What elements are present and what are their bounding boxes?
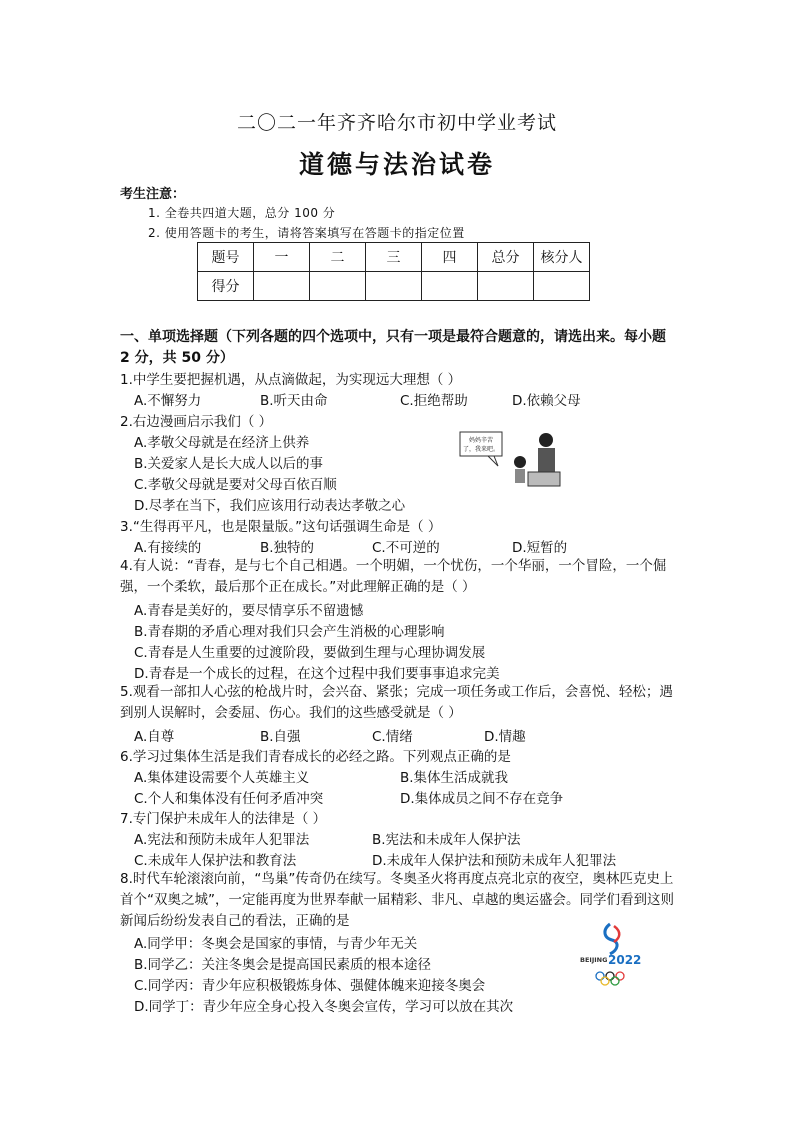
option: C.拒绝帮助 bbox=[400, 393, 468, 409]
option: D.尽孝在当下，我们应该用行动表达孝敬之心 bbox=[134, 498, 406, 514]
option: A.集体建设需要个人英雄主义 bbox=[134, 770, 310, 786]
score-cell: 得分 bbox=[198, 272, 254, 301]
child-body-icon bbox=[515, 469, 525, 483]
score-cell: 题号 bbox=[198, 243, 254, 272]
option: D.集体成员之间不存在竞争 bbox=[400, 791, 564, 807]
notice-heading: 考生注意： bbox=[120, 187, 186, 202]
score-blank-cell bbox=[478, 272, 534, 301]
option: C.同学丙：青少年应积极锻炼身体、强健体魄来迎接冬奥会 bbox=[134, 978, 486, 994]
cartoon-illustration bbox=[458, 426, 568, 496]
option: B.听天由命 bbox=[260, 393, 328, 409]
option: B.集体生活成就我 bbox=[400, 770, 509, 786]
option: B.关爱家人是长大成人以后的事 bbox=[134, 456, 324, 472]
child-head-icon bbox=[514, 456, 526, 468]
logo-text-beijing: BEIJING bbox=[580, 956, 608, 964]
option: A.不懈努力 bbox=[134, 393, 202, 409]
question-stem: 4.有人说：“青春，是与七个自己相遇。一个明媚，一个忧伤，一个华丽，一个冒险，一个倔强，一个柔软，最后那个正在成长。”对此理解正确的是（ ） bbox=[120, 558, 667, 595]
score-cell: 三 bbox=[366, 243, 422, 272]
option: C.不可逆的 bbox=[372, 540, 440, 556]
question-stem: 2.右边漫画启示我们（ ） bbox=[120, 414, 273, 430]
exam-title-line2: 道德与法治试卷 bbox=[298, 150, 495, 179]
basin-icon bbox=[528, 472, 560, 486]
option: C.未成年人保护法和教育法 bbox=[134, 853, 297, 869]
score-blank-cell bbox=[254, 272, 310, 301]
logo-text-year: 2022 bbox=[608, 953, 642, 967]
score-blank-cell bbox=[534, 272, 590, 301]
score-table bbox=[197, 242, 590, 301]
score-cell: 一 bbox=[254, 243, 310, 272]
option: B.宪法和未成年人保护法 bbox=[372, 832, 521, 848]
question-stem: 3.“生得再平凡，也是限量版。”这句话强调生命是（ ） bbox=[120, 519, 442, 535]
cartoon-speech-line2: 了，我来吧。 bbox=[462, 446, 500, 453]
option: D.同学丁：青少年应全身心投入冬奥会宣传，学习可以放在其次 bbox=[134, 999, 514, 1015]
option: A.有接续的 bbox=[134, 540, 202, 556]
option: C.孝敬父母就是要对父母百依百顺 bbox=[134, 477, 337, 493]
score-blank-cell bbox=[422, 272, 478, 301]
option: A.宪法和预防未成年人犯罪法 bbox=[134, 832, 310, 848]
option: C.个人和集体没有任何矛盾冲突 bbox=[134, 791, 324, 807]
notice-item-2: 2. 使用答题卡的考生，请将答案填写在答题卡的指定位置 bbox=[148, 226, 465, 240]
question-stem: 6.学习过集体生活是我们青春成长的必经之路。下列观点正确的是 bbox=[120, 749, 511, 765]
option: D.情趣 bbox=[484, 729, 526, 745]
score-cell: 总分 bbox=[478, 243, 534, 272]
option: B.自强 bbox=[260, 729, 301, 745]
option: B.青春期的矛盾心理对我们只会产生消极的心理影响 bbox=[134, 624, 445, 640]
score-cell: 四 bbox=[422, 243, 478, 272]
beijing-2022-logo bbox=[580, 920, 650, 990]
option: C.情绪 bbox=[372, 729, 413, 745]
score-table-header-row bbox=[198, 243, 590, 272]
option: A.自尊 bbox=[134, 729, 175, 745]
score-blank-cell bbox=[310, 272, 366, 301]
option: B.独特的 bbox=[260, 540, 315, 556]
question-stem: 1.中学生要把握机遇，从点滴做起，为实现远大理想（ ） bbox=[120, 372, 462, 388]
score-cell: 二 bbox=[310, 243, 366, 272]
option: C.青春是人生重要的过渡阶段，要做到生理与心理协调发展 bbox=[134, 645, 486, 661]
option: D.依赖父母 bbox=[512, 393, 581, 409]
score-blank-cell bbox=[366, 272, 422, 301]
section-heading: 一、单项选择题（下列各题的四个选项中，只有一项是最符合题意的，请选出来。每小题 2 分，共 50 分） bbox=[120, 329, 666, 366]
mother-head-icon bbox=[539, 433, 553, 447]
option: A.同学甲：冬奥会是国家的事情，与青少年无关 bbox=[134, 936, 418, 952]
score-table-score-row bbox=[198, 272, 590, 301]
option: A.孝敬父母就是在经济上供养 bbox=[134, 435, 310, 451]
notice-item-1: 1. 全卷共四道大题，总分 100 分 bbox=[148, 206, 336, 220]
exam-title-line1: 二〇二一年齐齐哈尔市初中学业考试 bbox=[236, 112, 557, 134]
question-stem: 5.观看一部扣人心弦的枪战片时，会兴奋、紧张；完成一项任务或工作后，会喜悦、轻松；遇到别人误解时，会委屈、伤心。我们的这些感受就是（ ） bbox=[120, 684, 673, 721]
cartoon-speech-line1: 妈妈辛苦 bbox=[468, 437, 494, 444]
option: A.青春是美好的，要尽情享乐不留遗憾 bbox=[134, 603, 364, 619]
option: D.未成年人保护法和预防未成年人犯罪法 bbox=[372, 853, 617, 869]
question-stem: 7.专门保护未成年人的法律是（ ） bbox=[120, 811, 327, 827]
option: D.短暂的 bbox=[512, 540, 568, 556]
option: D.青春是一个成长的过程，在这个过程中我们要事事追求完美 bbox=[134, 666, 500, 682]
question-stem: 8.时代车轮滚滚向前，“鸟巢”传奇仍在续写。冬奥圣火将再度点亮北京的夜空，奥林匹克史上首个“双奥之城”，一定能再度为世界奉献一届精彩、非凡、卓越的奥运盛会。同学们看到这则新闻后纷纷发表自己的看法，正确的是 bbox=[120, 871, 674, 929]
option: B.同学乙：关注冬奥会是提高国民素质的根本途径 bbox=[134, 957, 432, 973]
score-cell: 核分人 bbox=[534, 243, 590, 272]
